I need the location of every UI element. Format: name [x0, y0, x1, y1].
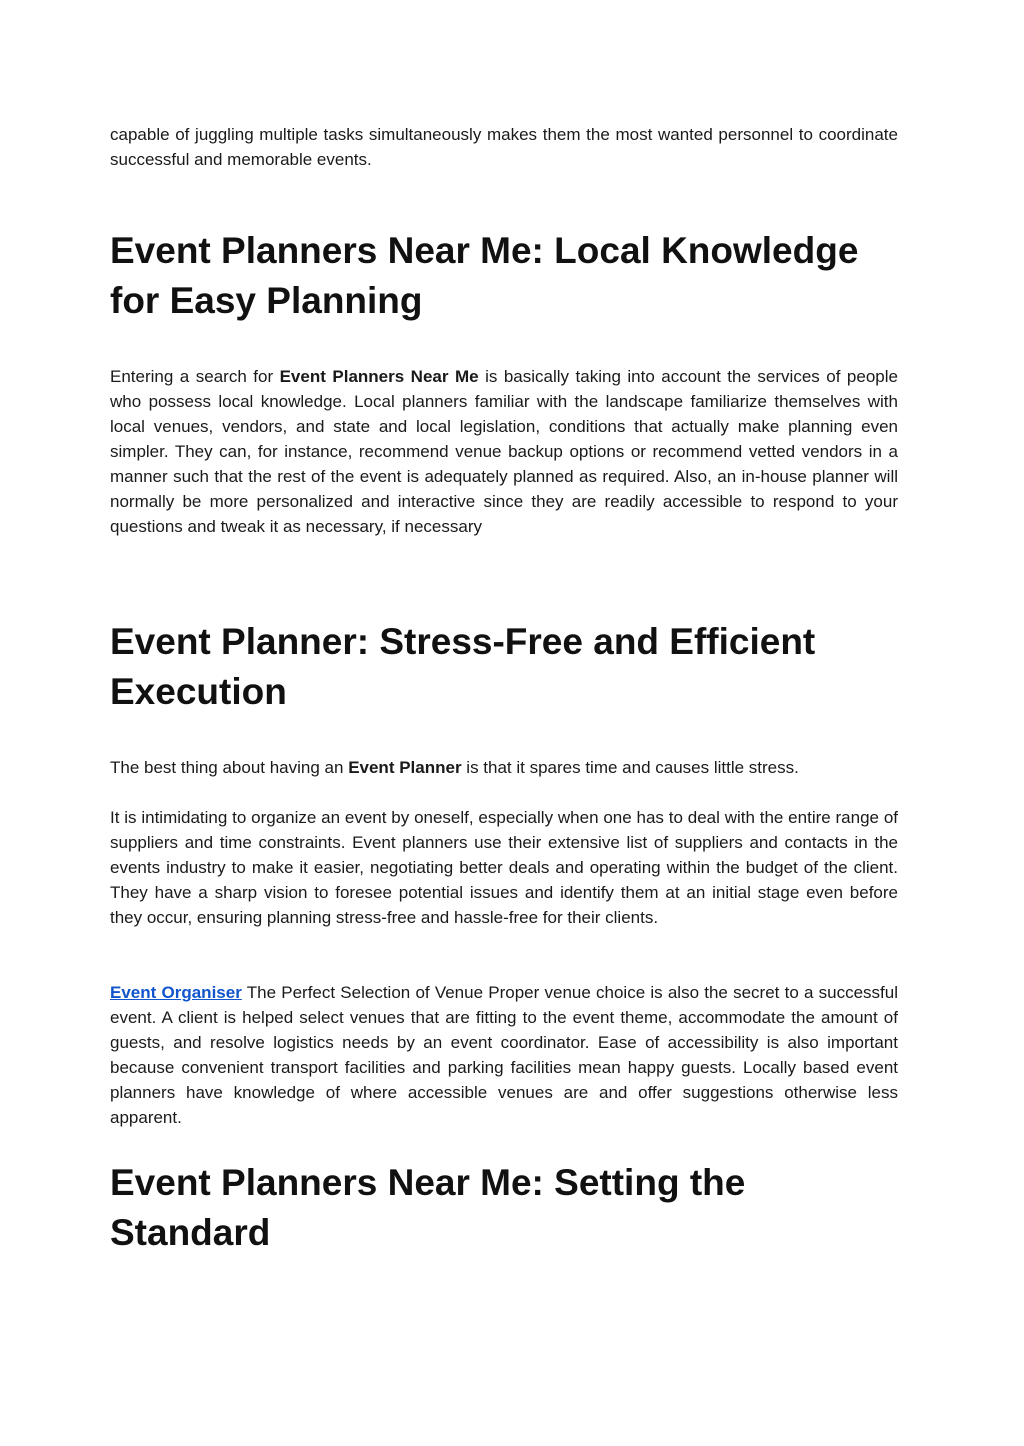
event-organiser-link[interactable]: Event Organiser [110, 983, 242, 1002]
section-heading-local-knowledge: Event Planners Near Me: Local Knowledge for Easy Planning [110, 230, 859, 321]
bold-keyword: Event Planner [348, 758, 462, 777]
paragraph-text: It is intimidating to organize an event by oneself, especially when one has to deal with the entire range of suppliers and time constraints. Event planners use their extensive list of suppliers and contacts in the events industry to make it easier, negotiating better deals and operating within the budget of the client. They have a sharp vision to foresee potential issues and identify them at an initial stage even before they occur, ensuring planning stress-free and hassle-free for their clients. [110, 808, 898, 927]
event-organiser-paragraph [110, 980, 898, 1130]
paragraph-text: The Perfect Selection of Venue Proper venue choice is also the secret to a successful event. A client is helped select venues that are fitting to the event theme, accommodate the amount of guests, and resolve logistics needs by an event coordinator. Ease of accessibility is also important because convenient transport facilities and parking facilities mean happy guests. Locally based event planners have knowledge of where accessible venues are and offer suggestions otherwise less apparent. [110, 983, 899, 1127]
intro-paragraph [110, 122, 898, 172]
stress-free-paragraph-1 [110, 755, 799, 780]
stress-free-paragraph-2 [110, 805, 898, 930]
paragraph-text: is that it spares time and causes little stress. [461, 758, 799, 777]
section-heading-setting-standard: Event Planners Near Me: Setting the Standard [110, 1162, 746, 1253]
local-knowledge-paragraph [110, 364, 898, 539]
paragraph-text: The best thing about having an [110, 758, 349, 777]
intro-text: capable of juggling multiple tasks simultaneously makes them the most wanted personnel to coordinate successful and memorable events. [110, 125, 898, 169]
bold-keyword: Event Planners Near Me [279, 367, 479, 386]
section-heading-stress-free: Event Planner: Stress-Free and Efficient Execution [110, 621, 816, 712]
paragraph-text: is basically taking into account the services of people who possess local knowledge. Local planners familiar with the landscape familiarize themselves with local venues, vendors, and state and local legislation, conditions that actually make planning even simpler. They can, for instance, recommend venue backup options or recommend vetted vendors in a manner such that the rest of the event is adequately planned as required. Also, an in-house planner will normally be more personalized and interactive since they are readily accessible to respond to your questions and tweak it as necessary, if necessary [110, 367, 898, 536]
paragraph-text: Entering a search for [110, 367, 280, 386]
